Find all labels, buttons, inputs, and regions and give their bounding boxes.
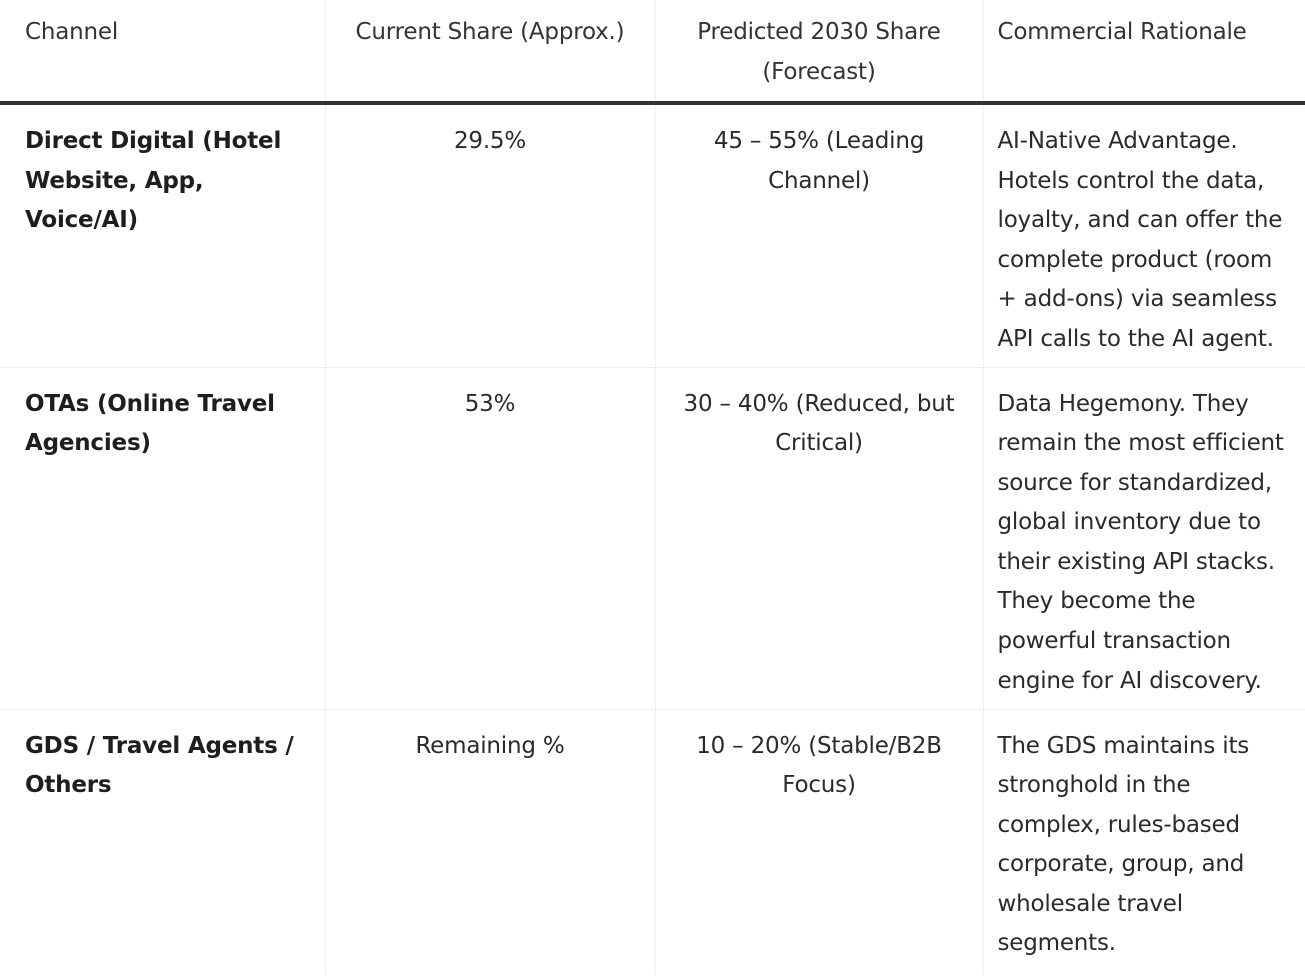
table-row <box>0 367 1305 709</box>
cell-rationale: Data Hegemony. They remain the most efficient source for standardized, global inventory due to their existing API stacks. They become the powerful transaction engine for AI discovery. <box>983 367 1305 709</box>
cell-current-share: 29.5% <box>325 103 655 367</box>
cell-channel: GDS / Travel Agents / Others <box>0 709 325 975</box>
table-row <box>0 709 1305 975</box>
table-row <box>0 103 1305 367</box>
cell-predicted-share: 45 – 55% (Leading Channel) <box>655 103 983 367</box>
cell-predicted-share: 10 – 20% (Stable/B2B Focus) <box>655 709 983 975</box>
header-predicted-share: Predicted 2030 Share (Forecast) <box>655 0 983 103</box>
table-header <box>0 0 1305 103</box>
cell-rationale: AI-Native Advantage. Hotels control the data, loyalty, and can offer the complete product (room + add-ons) via seamless API calls to the AI agent. <box>983 103 1305 367</box>
cell-channel: OTAs (Online Travel Agencies) <box>0 367 325 709</box>
cell-predicted-share: 30 – 40% (Reduced, but Critical) <box>655 367 983 709</box>
cell-current-share: 53% <box>325 367 655 709</box>
header-row <box>0 0 1305 103</box>
cell-channel: Direct Digital (Hotel Website, App, Voice/AI) <box>0 103 325 367</box>
header-commercial-rationale: Commercial Rationale <box>983 0 1305 103</box>
cell-current-share: Remaining % <box>325 709 655 975</box>
table-body <box>0 103 1305 975</box>
cell-rationale: The GDS maintains its stronghold in the complex, rules-based corporate, group, and wholesale travel segments. <box>997 732 1250 957</box>
header-channel: Channel <box>0 0 325 103</box>
header-current-share: Current Share (Approx.) <box>325 0 655 103</box>
